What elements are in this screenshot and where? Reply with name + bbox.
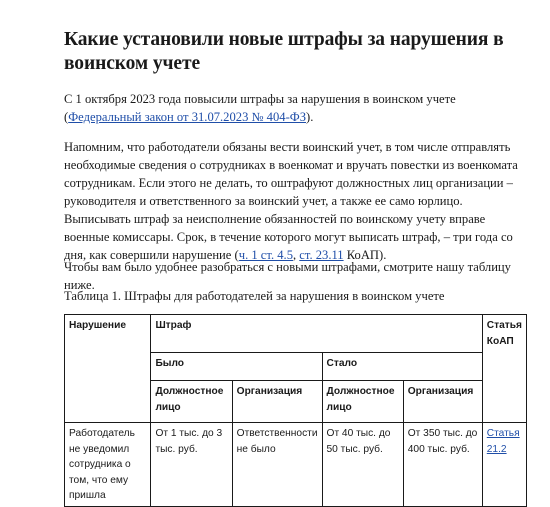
cell-new-org: От 350 тыс. до 400 тыс. руб. [403,423,482,507]
header-became: Стало [322,353,482,381]
header-violation: Нарушение [65,315,151,423]
koap-23-11-link[interactable]: ст. 23.11 [299,248,344,262]
cell-was-official: От 1 тыс. до 3 тыс. руб. [151,423,232,507]
header-was: Было [151,353,322,381]
intro-text-end: ). [306,110,314,124]
employer-duties-paragraph [64,138,526,264]
table-header-row [65,315,527,353]
link-separator: , [293,248,300,262]
table-intro-paragraph: Чтобы вам было удобнее разобраться с новыми штрафами, смотрите нашу таблицу ниже. [64,260,511,292]
header-was-official: Должностное лицо [151,381,232,423]
article-21-2-link[interactable]: Статья 21.2 [486,428,520,455]
table-row [65,423,527,507]
duties-text-end: КоАП). [343,248,387,262]
duties-text: Напомним, что работодатели обязаны вести воинский учет, в том числе отправлять необходимые сведения о сотрудниках в военкомат и вручать повестки из военкомата сотрудникам. Если этого не делать, то оштрафуют должностных лиц организации – руководителя и ответственного за воинский учет, а также ее само юрлицо. Выписывать штраф за неисполнение обязанностей по воинскому учету вправе военные комиссары. Срок, в течение которого могут выписать штраф, – три года со дня, как совершили нарушение ( [64,140,518,262]
cell-new-official: От 40 тыс. до 50 тыс. руб. [322,423,403,507]
table-caption: Таблица 1. Штрафы для работодателей за нарушения в воинском учете [64,289,445,303]
header-new-organization: Организация [403,381,482,423]
cell-article [482,423,526,507]
header-new-official: Должностное лицо [322,381,403,423]
cell-violation: Работодатель не уведомил сотрудника о том, что ему пришла [65,423,151,507]
cell-was-org: Ответственности не было [232,423,322,507]
intro-text: С 1 октября 2023 года повысили штрафы за нарушения в воинском учете ( [64,92,456,124]
koap-4-5-link[interactable]: ч. 1 ст. 4.5 [238,248,293,262]
header-fine: Штраф [151,315,482,353]
article-title: Какие установили новые штрафы за нарушения в воинском учете [64,29,504,74]
header-article: Статья КоАП [482,315,526,423]
federal-law-link[interactable]: Федеральный закон от 31.07.2023 № 404-ФЗ [68,110,307,124]
header-was-organization: Организация [232,381,322,423]
intro-paragraph [64,90,526,126]
